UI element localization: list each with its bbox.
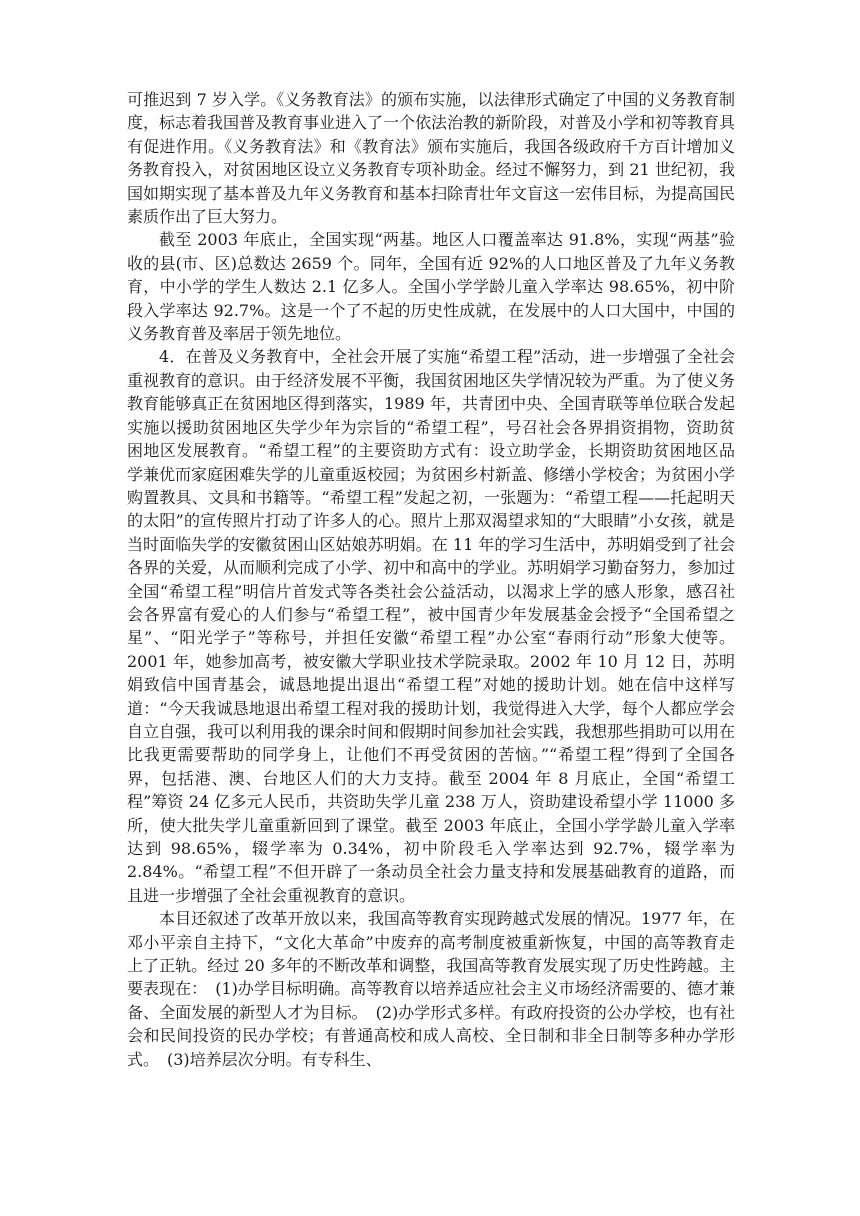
body-text — [127, 88, 735, 1071]
paragraph-continuation: 可推迟到 7 岁入学。《义务教育法》的颁布实施，以法律形式确定了中国的义务教育制度，标志着我国普及教育事业进入了一个依法治教的新阶段，对普及小学和初等教育具有促进作用。《义务教育法》和《教育法》颁布实施后，我国各级政府千方百计增加义务教育投入，对贫困地区设立义务教育专项补助金。经过不懈努力，到 21 世纪初，我国如期实现了基本普及九年义务教育和基本扫除青壮年文盲这一宏伟目标，为提高国民素质作出了巨大努力。 — [127, 90, 736, 227]
paragraph-hope-project: 4．在普及义务教育中，全社会开展了实施“希望工程”活动，进一步增强了全社会重视教育的意识。由于经济发展不平衡，我国贫困地区失学情况较为严重。为了使义务教育能够真正在贫困地区得到落实，1989 年，共青团中央、全国青联等单位联合发起实施以援助贫困地区失学少年为宗旨的“希望工程”，号召社会各界捐资捐物，资助贫困地区发展教育。“希望工程”的主要资助方式有：设立助学金，长期资助贫困地区品学兼优而家庭困难失学的儿童重返校园；为贫困乡村新盖、修缮小学校舍；为贫困小学购置教具、文具和书籍等。“希望工程”发起之初，一张题为：“希望工程——托起明天的太阳”的宣传照片打动了许多人的心。照片上那双渴望求知的“大眼睛”小女孩，就是当时面临失学的安徽贫困山区姑娘苏明娟。在 11 年的学习生活中，苏明娟受到了社会各界的关爱，从而顺利完成了小学、初中和高中的学业。苏明娟学习勤奋努力，参加过全国“希望工程”明信片首发式等各类社会公益活动，以渴求上学的感人形象，感召社会各界富有爱心的人们参与“希望工程”，被中国青少年发展基金会授予“全国希望之星”、“阳光学子”等称号，并担任安徽“希望工程”办公室“春雨行动”形象大使等。2001 年，她参加高考，被安徽大学职业技术学院录取。2002 年 10 月 12 日，苏明娟致信中国青基会，诚恳地提出退出“希望工程”对她的援助计划。她在信中这样写道：“今天我诚恳地退出希望工程对我的援助计划，我觉得进入大学，每个人都应学会自立自强，我可以利用我的课余时间和假期时间参加社会实践，我想那些捐助可以用在比我更需要帮助的同学身上，让他们不再受贫困的苦恼。”“希望工程”得到了全国各界，包括港、澳、台地区人们的大力支持。截至 2004 年 8 月底止，全国“希望工程”筹资 24 亿多元人民币，共资助失学儿童 238 万人，资助建设希望小学 11000 多所，使大批失学儿童重新回到了课堂。截至 2003 年底止，全国小学学龄儿童入学率达到 98.65%，辍学率为 0.34%，初中阶段毛入学率达到 92.7%，辍学率为 2.84%。“希望工程”不但开辟了一条动员全社会力量支持和发展基础教育的道路，而且进一步增强了全社会重视教育的意识。 — [127, 347, 736, 905]
paragraph-two-basics: 截至 2003 年底止，全国实现“两基。地区人口覆盖率达 91.8%，实现“两基”验收的县(市、区)总数达 2659 个。同年，全国有近 92%的人口地区普及了九年义务教育，中小学的学生人数达 2.1 亿多人。全国小学学龄儿童入学率达 98.65%，初中阶段入学率达 92.7%。这是一个了不起的历史性成就，在发展中的人口大国中，中国的义务教育普及率居于领先地位。 — [127, 230, 735, 344]
paragraph-higher-education: 本目还叙述了改革开放以来，我国高等教育实现跨越式发展的情况。1977 年，在邓小平亲自主持下，“文化大革命”中废弃的高考制度被重新恢复，中国的高等教育走上了正轨。经过 20 多年的不断改革和调整，我国高等教育发展实现了历史性跨越。主要表现在： (1)办学目标明确。高等教育以培养适应社会主义市场经济需要的、德才兼备、全面发展的新型人才为目标。 (2)办学形式多样。有政府投资的公办学校，也有社会和民间投资的民办学校；有普通高校和成人高校、全日制和非全日制等多种办学形式。 (3)培养层次分明。有专科生、 — [127, 909, 735, 1069]
